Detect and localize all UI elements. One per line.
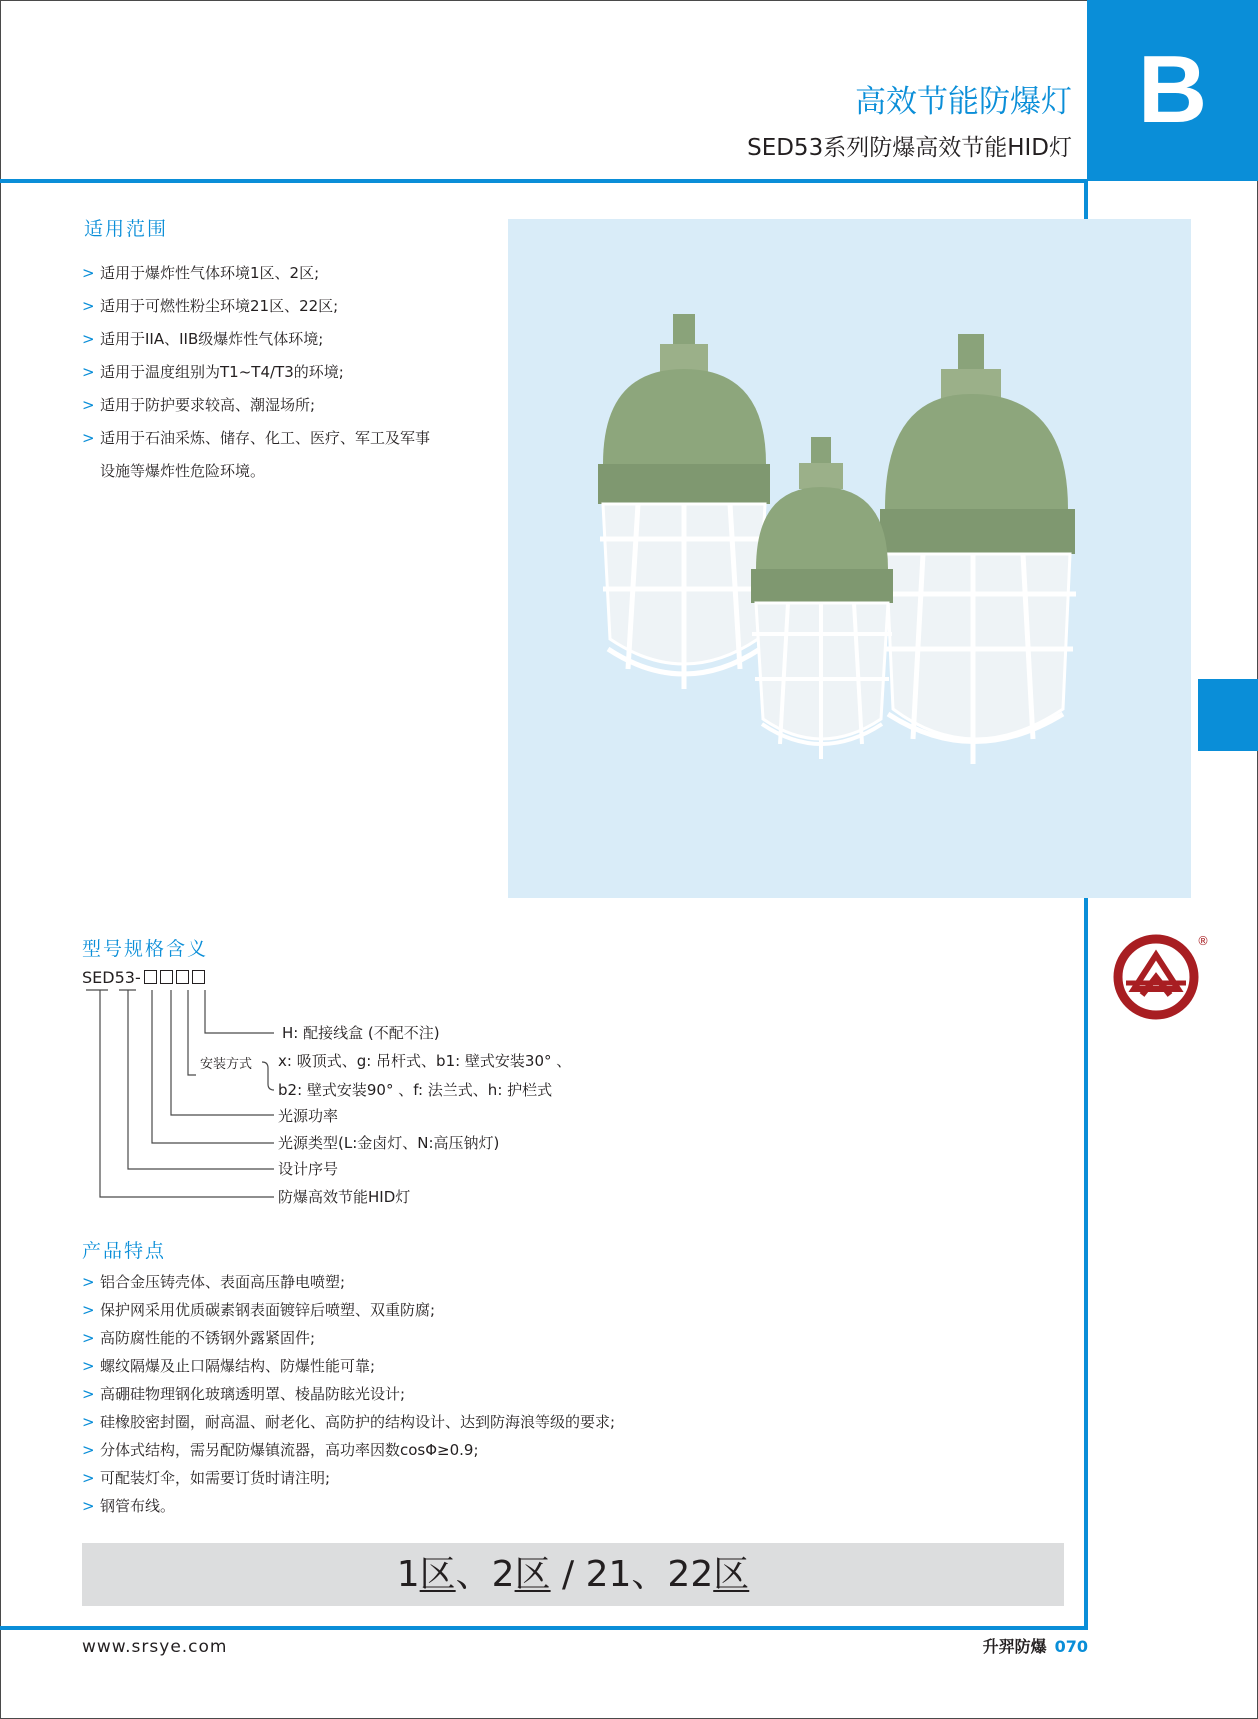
list-item: > 保护网采用优质碳素钢表面镀锌后喷塑、双重防腐; (82, 1301, 436, 1319)
footer-website: www.srsye.com (82, 1637, 228, 1657)
model-code (82, 967, 205, 989)
list-item: > 可配装灯伞，如需要订货时请注明; (82, 1469, 331, 1487)
code-slot (160, 970, 173, 984)
page-title: 高效节能防爆灯 (855, 84, 1072, 120)
features-title: 产品特点 (82, 1240, 167, 1262)
footer-brand (983, 1635, 1088, 1659)
label-install-caption: 安装方式 (200, 1057, 253, 1072)
label-power: 光源功率 (278, 1107, 339, 1125)
list-item: > 适用于石油采炼、储存、化工、医疗、军工及军事 (82, 429, 431, 447)
label-light-type: 光源类型(L:金卤灯、N:高压钠灯) (278, 1134, 500, 1152)
label-junction-box: H: 配接线盒 (不配不注) (282, 1024, 440, 1042)
company-logo-icon (1112, 933, 1200, 1021)
list-item: > 高硼硅物理钢化玻璃透明罩、棱晶防眩光设计; (82, 1385, 406, 1403)
code-slot (192, 970, 205, 984)
list-item-continuation: 设施等爆炸性危险环境。 (100, 462, 266, 480)
list-item: > 钢管布线。 (82, 1497, 176, 1515)
page-subtitle: SED53系列防爆高效节能HID灯 (747, 135, 1072, 161)
product-photo (508, 219, 1191, 898)
applications-title: 适用范围 (84, 218, 169, 240)
label-design-no: 设计序号 (278, 1160, 339, 1178)
code-slot (144, 970, 157, 984)
list-item: > 适用于防护要求较高、潮湿场所; (82, 396, 316, 414)
list-item: > 螺纹隔爆及止口隔爆结构、防爆性能可靠; (82, 1357, 376, 1375)
features-list (82, 1268, 615, 1520)
lamp-left (598, 314, 770, 689)
lamp-illustration (508, 219, 1191, 898)
zone-rating-bar: 1区、2区 / 21、22区 (82, 1543, 1064, 1606)
applications-list (82, 257, 430, 488)
lamp-right (880, 334, 1076, 764)
list-item: > 适用于温度组别为T1~T4/T3的环境; (82, 363, 344, 381)
lamp-middle (751, 437, 893, 759)
list-item: > 硅橡胶密封圈，耐高温、耐老化、高防护的结构设计、达到防海浪等级的要求; (82, 1413, 616, 1431)
section-tab-letter: B (1137, 36, 1208, 143)
list-item: > 分体式结构，需另配防爆镇流器，高功率因数cosΦ≥0.9; (82, 1441, 479, 1459)
label-product: 防爆高效节能HID灯 (278, 1188, 411, 1206)
list-item: > 适用于爆炸性气体环境1区、2区; (82, 264, 320, 282)
label-install-line2: b2: 壁式安装90° 、f: 法兰式、h: 护栏式 (278, 1081, 553, 1099)
list-item: > 铝合金压铸壳体、表面高压静电喷塑; (82, 1273, 346, 1291)
code-slot (176, 970, 189, 984)
model-code-prefix: SED53- (82, 968, 141, 987)
footer-rule (0, 1626, 1088, 1630)
list-item: > 高防腐性能的不锈钢外露紧固件; (82, 1329, 316, 1347)
list-item: > 适用于可燃性粉尘环境21区、22区; (82, 297, 339, 315)
header-rule (0, 179, 1088, 183)
model-title: 型号规格含义 (82, 938, 209, 960)
side-tab-marker (1198, 679, 1258, 751)
list-item: > 适用于IIA、IIB级爆炸性气体环境; (82, 330, 324, 348)
brand-name: 升羿防爆 (982, 1637, 1047, 1656)
page-number: 070 (1054, 1637, 1088, 1656)
registered-mark-icon: ® (1197, 934, 1209, 948)
label-install-line1: x: 吸顶式、g: 吊杆式、b1: 壁式安装30° 、 (278, 1052, 572, 1070)
